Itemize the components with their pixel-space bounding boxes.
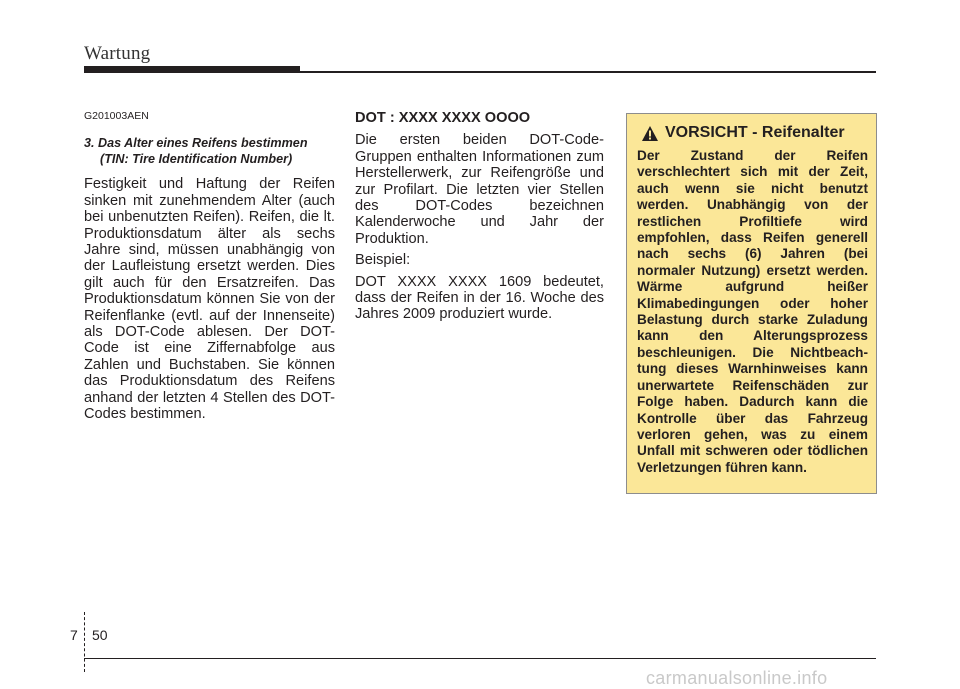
watermark-text: carmanualsonline.info bbox=[646, 668, 828, 688]
left-body-text: Festigkeit und Haftung der Reifen sinken mit zunehmendem Alter (auch bei unbenutzten Reifen). Reifen, die lt. Produktionsdatum älter als sechs Jahre sind, müssen unabhängig von der Laufleistung ersetzt werden. Dies gilt auch für den Ersatzreifen. Das Produktionsdatum können Sie von der Reifenflanke (evtl. auf der Innenseite) als DOT-Code ablesen. Der DOT-Code ist eine Ziffernabfolge aus Zahlen und Buchstaben. Sie können das Produktionsdatum des Reifens anhand der letzten 4 Stellen des DOT-Codes bestimmen. bbox=[84, 176, 335, 423]
section-heading bbox=[84, 135, 335, 167]
example-text: DOT XXXX XXXX 1609 bedeutet, dass der Reifen in der 16. Woche des Jahres 2009 produziert wurde. bbox=[355, 273, 604, 323]
middle-column bbox=[355, 108, 604, 323]
warning-box bbox=[626, 113, 877, 494]
chapter-number: 7 bbox=[70, 627, 78, 643]
dot-code-heading: DOT : XXXX XXXX OOOO bbox=[355, 110, 531, 126]
warning-text: Der Zustand der Reifen verschlechtert sich mit der Zeit, auch wenn sie nicht benutzt werden. Unabhängig von der restlichen Profiltiefe wird empfohlen, dass Reifen generell nach sechs (6) Jahren (bei normaler Nutzung) ersetzt werden. Wärme aufgrund heißer Klimabedingungen oder hoher Belastung durch starke Zuladung kann den Alterungsprozess beschleunigen. Die Nichtbeach-tung dieses Warnhinweises kann unerwartete Reifenschäden zur Folge haben. Dadurch kann die Kontrolle über das Fahrzeug verloren gehen, was zu einem Unfall mit schweren oder tödlichen Verletzungen führen kann. bbox=[637, 148, 868, 475]
section-code-ref: G201003AEN bbox=[84, 110, 149, 122]
left-column bbox=[84, 108, 335, 423]
footer-divider-vertical bbox=[84, 612, 85, 672]
footer-rule bbox=[84, 658, 876, 659]
section-title: 3. Das Alter eines Reifens bestimmen bbox=[84, 136, 308, 151]
header-rule-thick bbox=[84, 66, 300, 73]
warning-triangle-icon bbox=[641, 125, 659, 142]
warning-title: VORSICHT - Reifenalter bbox=[665, 124, 845, 141]
example-label: Beispiel: bbox=[355, 252, 411, 269]
page-header-title: Wartung bbox=[84, 43, 151, 64]
page-number: 50 bbox=[92, 627, 108, 643]
section-subtitle: (TIN: Tire Identification Number) bbox=[100, 152, 293, 167]
header-rule-thin bbox=[300, 71, 876, 73]
warning-title-row bbox=[641, 124, 845, 142]
dot-explanation-text: Die ersten beiden DOT-Code-Gruppen enthalten Informationen zum Herstellerwerk, zur Reifengröße und zur Profilart. Die letzten vier Stellen des DOT-Codes bezeichnen Kalenderwoche und Jahr der Produktion. bbox=[355, 132, 604, 247]
